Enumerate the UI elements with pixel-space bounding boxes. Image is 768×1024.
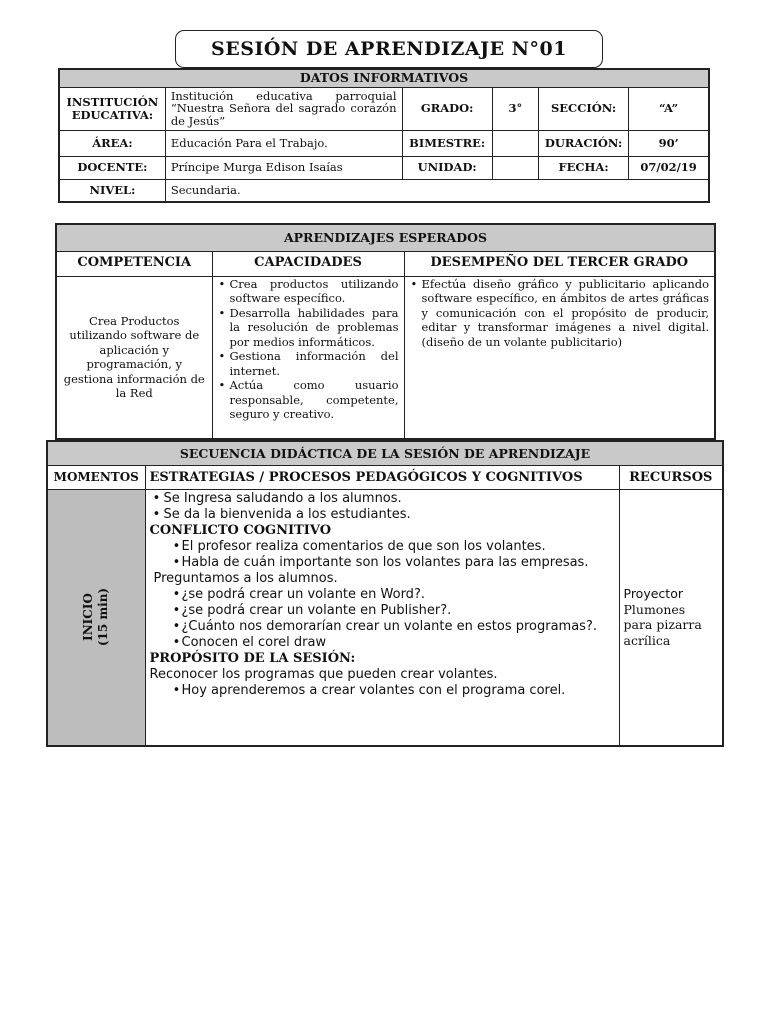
momentos-header: MOMENTOS — [47, 465, 145, 489]
proposito-heading: PROPÓSITO DE LA SESIÓN: — [149, 650, 356, 666]
list-item: • Actúa como usuario responsable, competente, seguro y creativo. — [216, 378, 399, 422]
nivel-value: Secundaria. — [165, 179, 709, 202]
inicio-title: INICIO — [81, 593, 96, 642]
docente-label: DOCENTE: — [59, 156, 165, 179]
recurso-item: Plumones para pizarra acrílica — [623, 601, 702, 648]
competencia-header: COMPETENCIA — [56, 251, 212, 276]
capacidades-list — [216, 277, 399, 422]
fecha-label: FECHA: — [538, 156, 628, 179]
list-item: • ¿se podrá crear un volante en Publisher?. — [172, 602, 452, 618]
recursos-body — [619, 489, 723, 746]
list-item: • El profesor realiza comentarios de que son los volantes. — [172, 538, 546, 554]
secuencia-table — [46, 440, 724, 747]
area-label: ÁREA: — [59, 130, 165, 156]
estrategias-header: ESTRATEGIAS / PROCESOS PEDAGÓGICOS Y COGNITIVOS — [145, 465, 619, 489]
list-item: • Se da la bienvenida a los estudiantes. — [152, 506, 411, 522]
list-item: • Habla de cuán importante son los volantes para las empresas. — [172, 554, 589, 570]
list-item: • Se Ingresa saludando a los alumnos. — [152, 490, 402, 506]
unidad-value — [492, 156, 538, 179]
aprendizajes-header: APRENDIZAJES ESPERADOS — [56, 224, 715, 251]
bimestre-label: BIMESTRE: — [402, 130, 492, 156]
desempeno-list — [408, 277, 710, 350]
institucion-value: Institución educativa parroquial “Nuestra Señora del sagrado corazón de Jesús” — [165, 87, 402, 130]
desempeno-cell — [404, 276, 715, 439]
capacidades-cell — [212, 276, 404, 439]
recursos-header: RECURSOS — [619, 465, 723, 489]
bimestre-value — [492, 130, 538, 156]
preguntamos-text: Preguntamos a los alumnos. — [153, 570, 338, 586]
inicio-moment-cell — [47, 489, 145, 746]
unidad-label: UNIDAD: — [402, 156, 492, 179]
recurso-item: Proyector — [623, 586, 683, 602]
datos-informativos-table — [58, 68, 710, 203]
inicio-label — [81, 588, 111, 646]
proposito-text: Reconocer los programas que pueden crear volantes. — [149, 666, 498, 682]
list-item: • ¿Cuánto nos demorarían crear un volante en estos programas?. — [172, 618, 597, 634]
page-title: SESIÓN DE APRENDIZAJE N°01 — [175, 30, 603, 68]
fecha-value: 07/02/19 — [629, 156, 709, 179]
estrategias-body — [145, 489, 619, 746]
list-item: • Gestiona información del internet. — [216, 349, 399, 378]
area-value: Educación Para el Trabajo. — [165, 130, 402, 156]
list-item: • Efectúa diseño gráfico y publicitario aplicando software específico, en ámbitos de artes gráficas y comunicación con el propósito de producir, editar y transformar imágenes a nivel digital.(diseño de un volante publicitario) — [408, 277, 710, 350]
desempeno-header: DESEMPEÑO DEL TERCER GRADO — [404, 251, 715, 276]
secuencia-header: SECUENCIA DIDÁCTICA DE LA SESIÓN DE APRENDIZAJE — [47, 441, 723, 465]
list-item: • Hoy aprenderemos a crear volantes con el programa corel. — [172, 682, 566, 698]
duracion-label: DURACIÓN: — [538, 130, 628, 156]
conflicto-heading: CONFLICTO COGNITIVO — [149, 522, 332, 538]
grado-value: 3° — [492, 87, 538, 130]
nivel-label: NIVEL: — [59, 179, 165, 202]
inicio-time: (15 min) — [96, 588, 111, 647]
datos-header: DATOS INFORMATIVOS — [59, 69, 709, 87]
list-item: • Crea productos utilizando software específico. — [216, 277, 399, 306]
aprendizajes-table — [55, 223, 716, 440]
seccion-label: SECCIÓN: — [538, 87, 628, 130]
list-item: • ¿se podrá crear un volante en Word?. — [172, 586, 425, 602]
institucion-label: INSTITUCIÓN EDUCATIVA: — [59, 87, 165, 130]
seccion-value: “A” — [629, 87, 709, 130]
grado-label: GRADO: — [402, 87, 492, 130]
duracion-value: 90’ — [629, 130, 709, 156]
competencia-text: Crea Productos utilizando software de aplicación y programación, y gestiona información de la Red — [56, 276, 212, 439]
docente-value: Príncipe Murga Edison Isaías — [165, 156, 402, 179]
list-item: • Desarrolla habilidades para la resolución de problemas por medios informáticos. — [216, 306, 399, 350]
capacidades-header: CAPACIDADES — [212, 251, 404, 276]
list-item: • Conocen el corel draw — [172, 634, 327, 650]
